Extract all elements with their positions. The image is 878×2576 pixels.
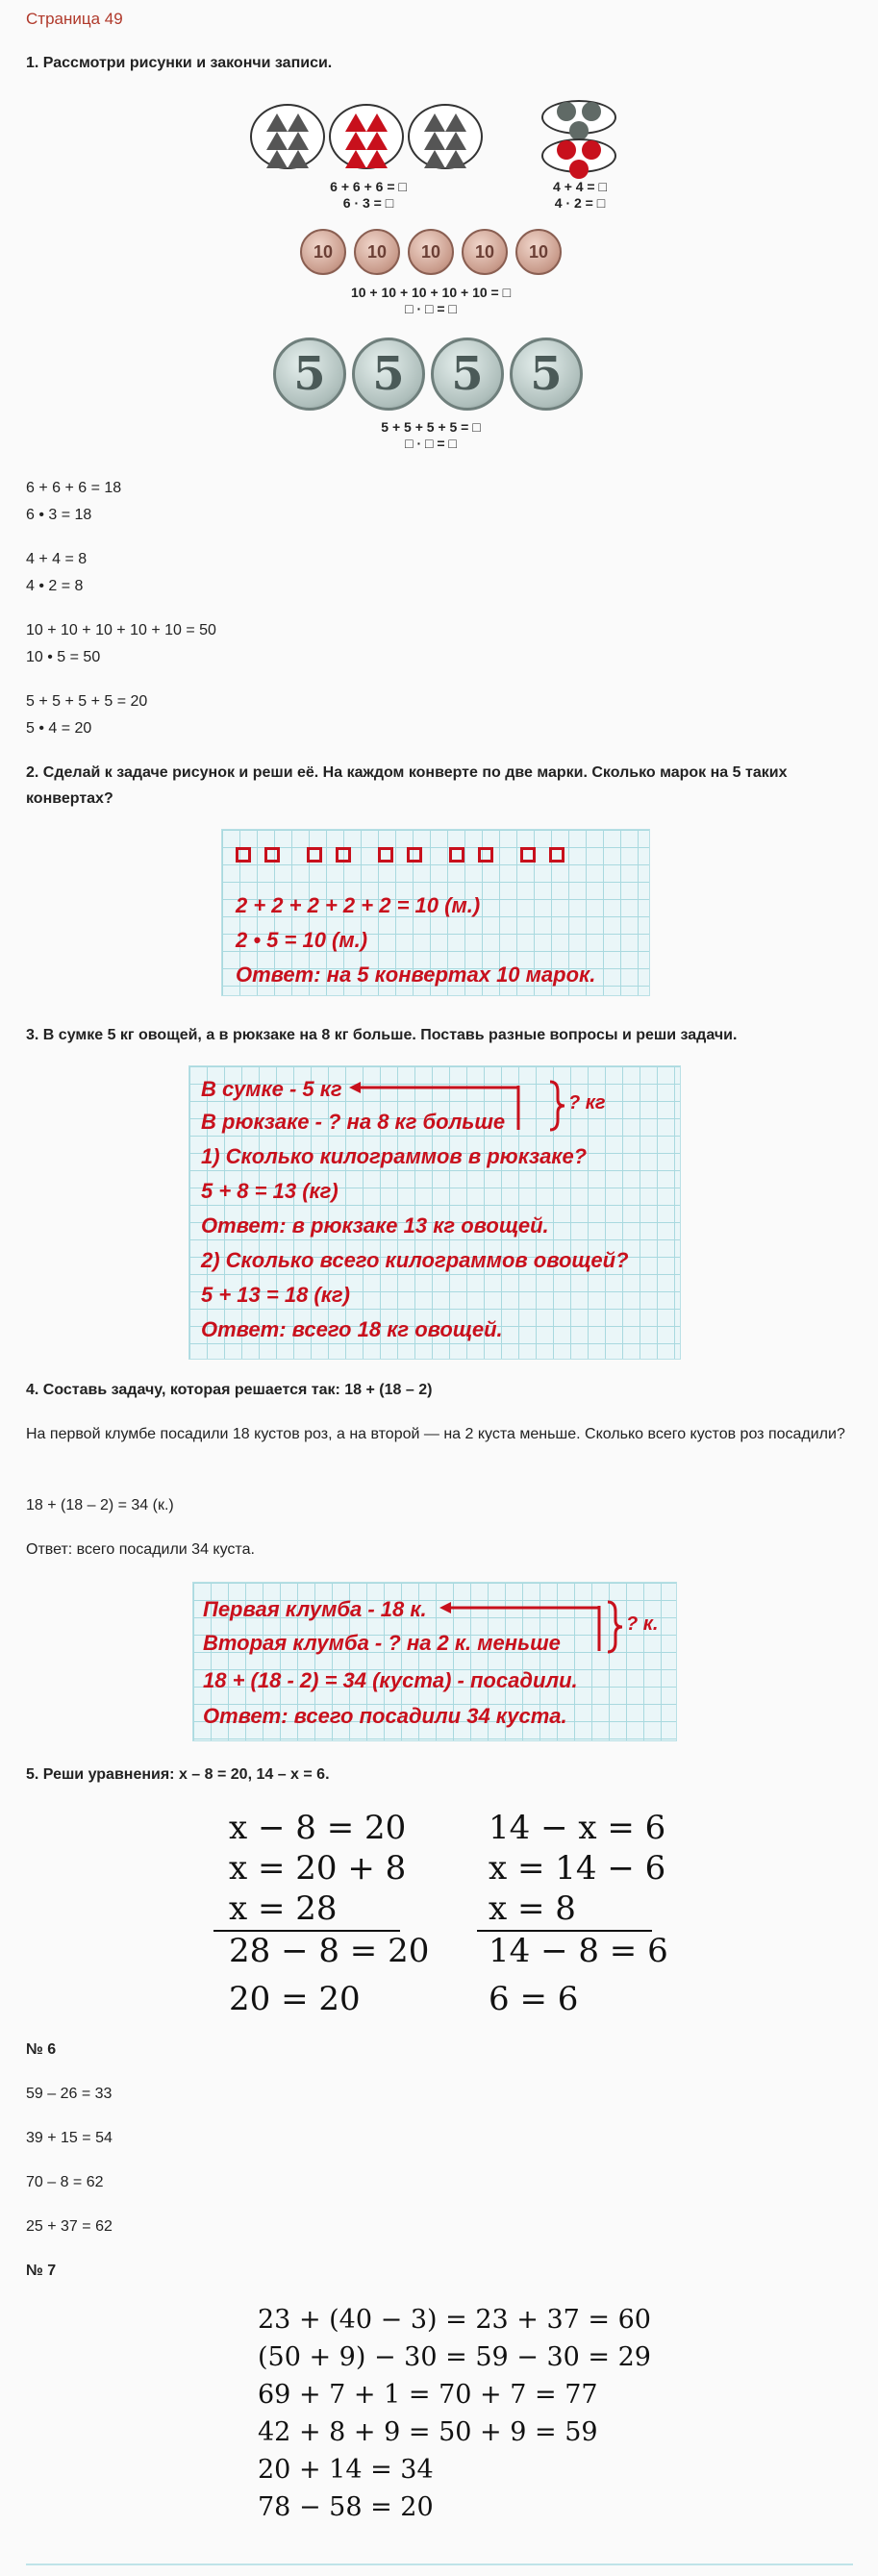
equation-right: x = 14 − 6 [489, 1849, 666, 1888]
question-1: 1) Сколько килограммов в рюкзаке? [201, 1144, 588, 1168]
oval-triangles-red [329, 104, 404, 169]
short-record-line-2: Вторая клумба - ? на 2 к. меньше [203, 1631, 561, 1655]
answer-line: Ответ: на 5 конвертах 10 марок. [236, 963, 596, 987]
answer-line: Ответ: в рюкзаке 13 кг овощей. [201, 1213, 549, 1238]
short-record-line-1: В сумке - 5 кг [201, 1077, 342, 1101]
answer-line: 78 − 58 = 20 [258, 2492, 434, 2522]
brace-icon [605, 1600, 624, 1654]
oval-triangles-gray-1 [250, 104, 325, 169]
solution-line: 5 + 8 = 13 (кг) [201, 1179, 339, 1203]
answer-line: 20 + 14 = 34 [258, 2455, 434, 2485]
task-1-heading: 1. Рассмотри рисунки и закончи записи. [26, 55, 333, 71]
task-3-heading: 3. В сумке 5 кг овощей, а в рюкзаке на 8 кг больше. Поставь разные вопросы и реши задачи. [26, 1027, 738, 1043]
page-title: Страница 49 [26, 10, 123, 28]
coin-10: 10 [354, 229, 400, 275]
answer-line: 4 + 4 = 8 [26, 551, 88, 567]
coin-5: 5 [352, 338, 425, 411]
equation-right: 14 − x = 6 [489, 1809, 666, 1847]
answer-line: 69 + 7 + 1 = 70 + 7 = 77 [258, 2380, 598, 2410]
envelopes-stamps [236, 847, 564, 863]
coin-5: 5 [431, 338, 504, 411]
answer-line: 6 • 3 = 18 [26, 507, 92, 523]
coin-10: 10 [515, 229, 562, 275]
task-4-text: На первой клумбе посадили 18 кустов роз, а на второй — на 2 куста меньше. Сколько всего кустов роз посадили? [26, 1426, 845, 1442]
coin-10: 10 [462, 229, 508, 275]
answer-line: 39 + 15 = 54 [26, 2130, 113, 2146]
coins-10-row [300, 229, 562, 275]
answer-line: Ответ: всего 18 кг овощей. [201, 1317, 503, 1341]
task-4-solution: 18 + (18 – 2) = 34 (к.) [26, 1497, 174, 1513]
equation: 10 + 10 + 10 + 10 + 10 = □ [350, 285, 512, 300]
task-2-heading: 2. Сделай к задаче рисунок и реши её. На каждом конверте по две марки. Сколько марок на 5 таких конвертах? [26, 764, 788, 807]
equation: 4 · 2 = □ [554, 195, 606, 211]
task-5-heading: 5. Реши уравнения: x – 8 = 20, 14 – x = 6. [26, 1766, 330, 1783]
solution-line: 5 + 13 = 18 (кг) [201, 1283, 350, 1307]
equation: 6 · 3 = □ [342, 195, 394, 211]
task-4-grid [192, 1582, 677, 1741]
oval-dots-gray [541, 100, 616, 135]
check-left: 28 − 8 = 20 [229, 1932, 430, 1970]
coin-5: 5 [510, 338, 583, 411]
solution-line: 2 + 2 + 2 + 2 + 2 = 10 (м.) [236, 893, 481, 917]
arrow-bracket [438, 1601, 611, 1655]
task-4-heading: 4. Составь задачу, которая решается так: 18 + (18 – 2) [26, 1382, 433, 1398]
answer-line: 6 + 6 + 6 = 18 [26, 480, 122, 496]
task-2-grid [221, 829, 650, 996]
equation: □ · □ = □ [405, 301, 457, 316]
task-1-picture [248, 104, 662, 451]
oval-dots-red [541, 138, 616, 173]
answer-line: 42 + 8 + 9 = 50 + 9 = 59 [258, 2417, 598, 2447]
check-right: 14 − 8 = 6 [489, 1932, 668, 1970]
question-2: 2) Сколько всего килограммов овощей? [201, 1248, 629, 1272]
answer-line: 25 + 37 = 62 [26, 2218, 113, 2235]
equation-left: x = 28 [229, 1889, 338, 1928]
answer-line: (50 + 9) − 30 = 59 − 30 = 29 [258, 2342, 651, 2372]
brace-icon [547, 1080, 566, 1132]
answer-line: 70 – 8 = 62 [26, 2174, 104, 2190]
brace-label: ? кг [568, 1092, 606, 1113]
coins-5-row [273, 338, 583, 411]
check-right-result: 6 = 6 [489, 1980, 579, 2018]
equation: □ · □ = □ [405, 436, 457, 451]
task-4-answer: Ответ: всего посадили 34 куста. [26, 1541, 255, 1558]
solution-line: 2 • 5 = 10 (м.) [236, 928, 368, 952]
check-left-result: 20 = 20 [229, 1980, 361, 2018]
brace-label: ? к. [626, 1613, 659, 1635]
oval-triangles-gray-2 [408, 104, 483, 169]
answer-line: 23 + (40 − 3) = 23 + 37 = 60 [258, 2305, 651, 2335]
answer-line: 5 + 5 + 5 + 5 = 20 [26, 693, 148, 710]
task-6-heading: № 6 [26, 2041, 57, 2058]
footer-divider [26, 2563, 853, 2565]
answer-line: Ответ: всего посадили 34 куста. [203, 1704, 567, 1728]
equation-left: x − 8 = 20 [229, 1809, 407, 1847]
answer-line: 10 + 10 + 10 + 10 + 10 = 50 [26, 622, 216, 638]
coin-10: 10 [408, 229, 454, 275]
answer-line: 59 – 26 = 33 [26, 2086, 113, 2102]
answer-line: 5 • 4 = 20 [26, 720, 92, 737]
answer-line: 10 • 5 = 50 [26, 649, 101, 665]
arrow-bracket [347, 1080, 520, 1134]
task-3-grid [188, 1065, 681, 1360]
answer-line: 4 • 2 = 8 [26, 578, 84, 594]
coin-5: 5 [273, 338, 346, 411]
equation: 6 + 6 + 6 = □ [330, 179, 407, 194]
short-record-line-1: Первая клумба - 18 к. [203, 1597, 427, 1621]
equation: 5 + 5 + 5 + 5 = □ [381, 419, 481, 435]
equation: 4 + 4 = □ [553, 179, 607, 194]
task-7-heading: № 7 [26, 2263, 57, 2279]
coin-10: 10 [300, 229, 346, 275]
equation-left: x = 20 + 8 [229, 1849, 407, 1888]
solution-line: 18 + (18 - 2) = 34 (куста) - посадили. [203, 1668, 578, 1692]
short-record-line-2: В рюкзаке - ? на 8 кг больше [201, 1110, 506, 1134]
equation-right: x = 8 [489, 1889, 576, 1928]
